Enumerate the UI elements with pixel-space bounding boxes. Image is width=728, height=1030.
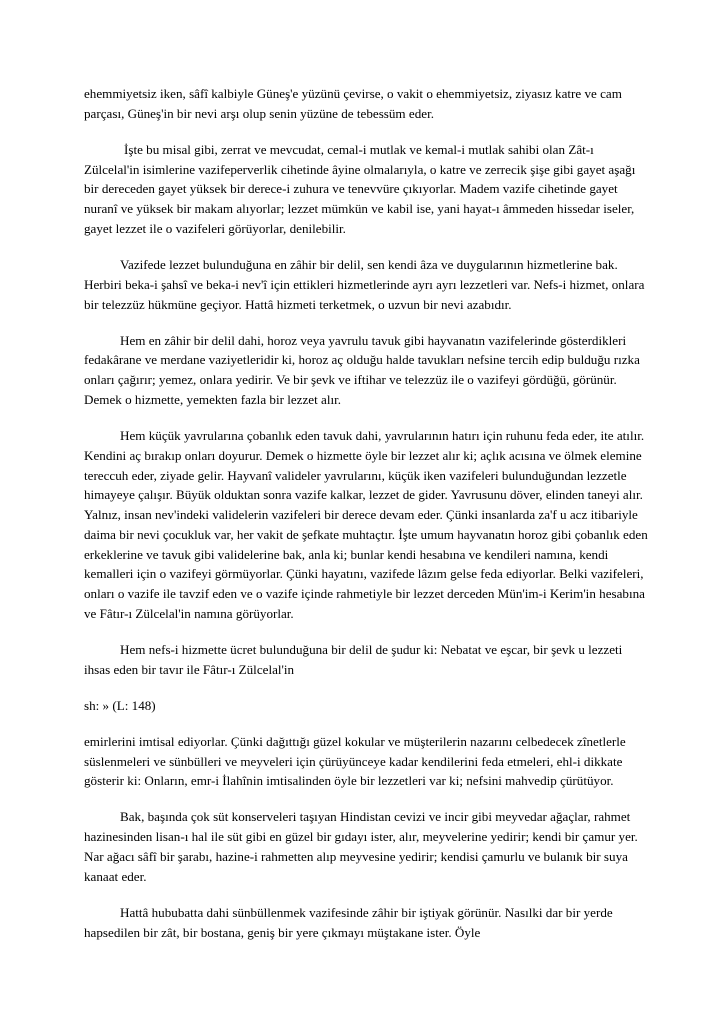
paragraph-nefs-i-hizmet: Hem nefs-i hizmette ücret bulunduğuna bir delil de şudur ki: Nebatat ve eşcar, bir şevk u lezzeti ihsas eden bir tavır ile Fâtır-ı Zülcelal'in	[84, 642, 623, 677]
paragraph-iste-bu-misal: İşte bu misal gibi, zerrat ve mevcudat, cemal-i mutlak ve kemal-i mutlak sahibi olan Zât-ı Zülcelal'in isimlerine vazifeperverlik cihetinde âyine olmalarıyla, o katre ve zerrecik şişe gibi gayet aşağı bir dereceden gayet yüksek bir derece-i zuhura ve tenevvüre çıkıyorlar. Madem vazife cihetinde gayet nuranî ve yüksek bir makam alıyorlar; lezzet mümkün ve kabil ise, yani hayat-ı âmmeden hissedar iseler, gayet lezzet ile o vazifeleri görüyorlar, denilebilir.	[84, 141, 636, 236]
document-page	[84, 84, 650, 959]
paragraph-continuation: ehemmiyetsiz iken, sâfî kalbiyle Güneş'e yüzünü çevirse, o vakit o ehemmiyetsiz, ziyasız katre ve cam parçası, Güneş'in bir nevi arşı olup senin yüzüne de tebessüm eder.	[84, 86, 622, 121]
paragraph-horoz-delil: Hem en zâhir bir delil dahi, horoz veya yavrulu tavuk gibi hayvanatın vazifelerinde gösterdikleri fedakârane ve merdane vaziyetleridir ki, horoz aç olduğu halde tavukları nefsine tercih edip bulduğu rızka onları çağırır; yemez, onlara yedirir. Ve bir şevk ve iftihar ve telezzüz ile o vazifeyi gördüğü, görünür. Demek o hizmette, yemekten fazla bir lezzet alır.	[84, 332, 640, 407]
paragraph-emirlerini-imtisal: emirlerini imtisal ediyorlar. Çünki dağıttığı güzel kokular ve müşterilerin nazarını celbedecek zînetlerle süslenmeleri ve sünbülleri ve meyveleri için çürüyünceye kadar kendilerini feda etmeleri, ehl-i dikkate gösterir ki: Onların, emr-i İlahînin imtisalinden öyle bir lezzetleri var ki; nefsini mahvedip çürütüyor.	[84, 733, 626, 789]
paragraph-vazifede-lezzet: Vazifede lezzet bulunduğuna en zâhir bir delil, sen kendi âza ve duygularının hizmetlerine bak. Herbiri beka-i şahsî ve beka-i nev'î için ettikleri hizmetlerinde ayrı ayrı lezzetleri var. Nefs-i hizmet, onlara bir telezzüz hükmüne geçiyor. Hattâ hizmeti terketmek, o uzvun bir nevi azabıdır.	[84, 256, 645, 312]
paragraph-hindistan-cevizi: Bak, başında çok süt konserveleri taşıyan Hindistan cevizi ve incir gibi meyvedar ağaçlar, rahmet hazinesinden lisan-ı hal ile süt gibi en güzel bir gıdayı ister, alır, meyvelerine yedirir; kendi bir çamur yer. Nar ağacı sâfî bir şarabı, hazine-i rahmetten alıp meyvesine yedirir; kendisi çamurlu ve bulanık bir suya kanaat eder.	[84, 809, 638, 884]
paragraph-tavuk-yavrular: Hem küçük yavrularına çobanlık eden tavuk dahi, yavrularının hatırı için ruhunu feda eder, ite atılır. Kendini aç bırakıp onları doyurur. Demek o hizmette öyle bir lezzet alır ki; açlık acısına ve ölmek elemine tereccuh eder, ziyade gelir. Hayvanî valideler yavrularını, küçük iken vazifeleri bulunduğundan lezzetle himayeye çalışır. Büyük olduktan sonra vazife kalkar, lezzet de gider. Yavrusunu döver, elinden taneyi alır. Yalnız, insan nev'indeki validelerin vazifeleri bir derece devam eder. Çünki insanlarda za'f u acz itibariyle daima bir nevi çocukluk var, her vakit de şefkate muhtaçtır. İşte umum hayvanatın horoz gibi çobanlık eden erkeklerine ve tavuk gibi validelerine bak, anla ki; bunlar kendi hesabına ve kendileri namına, kendi kemalleri için o vazifeyi görmüyorlar. Çünki hayatını, vazifede lâzım gelse feda ediyorlar. Belki vazifeleri, onları o vazife ile tavzif eden ve o vazife içinde rahmetiyle bir lezzet derceden Mün'im-i Kerim'in hesabına ve Fâtır-ı Zülcelal'in namına görüyorlar.	[84, 427, 648, 622]
page-reference-marker: sh: » (L: 148)	[84, 697, 156, 713]
paragraph-hububat: Hattâ hububatta dahi sünbüllenmek vazifesinde zâhir bir iştiyak görünür. Nasılki dar bir yerde hapsedilen bir zât, bir bostana, geniş bir yere çıkmayı müştakane ister. Öyle	[84, 904, 613, 940]
